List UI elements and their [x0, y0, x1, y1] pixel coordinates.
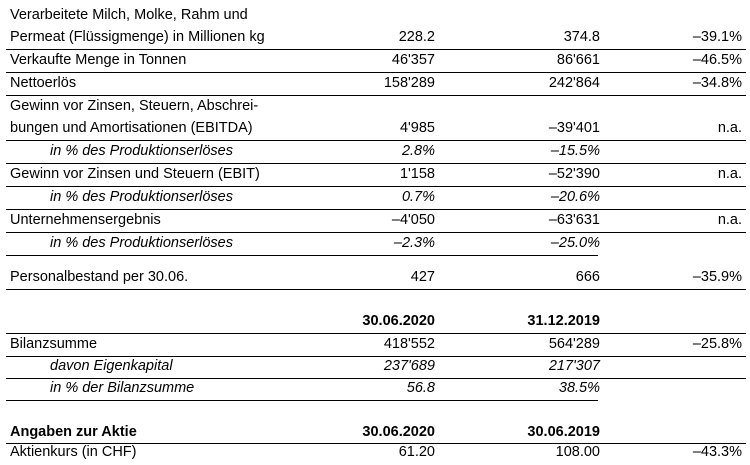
- row-label: bungen und Amortisationen (EBITDA): [10, 120, 253, 136]
- row-label: Verkaufte Menge in Tonnen: [10, 52, 187, 68]
- row-divider: [6, 163, 746, 164]
- value-2019: 38.5%: [558, 380, 600, 396]
- row-label: davon Eigenkapital: [50, 358, 173, 374]
- value-2020: 2.8%: [401, 143, 435, 159]
- value-2020: 56.8: [406, 380, 435, 396]
- table-row: [0, 74, 750, 96]
- value-2019: –20.6%: [550, 189, 600, 205]
- row-divider: [6, 186, 746, 187]
- value-2019: –63'631: [548, 212, 600, 228]
- row-label: Gewinn vor Zinsen und Steuern (EBIT): [10, 166, 260, 182]
- row-label: in % des Produktionserlöses: [50, 143, 233, 159]
- value-2020: 1'158: [399, 166, 435, 182]
- value-2020: 61.20: [398, 444, 435, 460]
- row-divider: [6, 140, 746, 141]
- row-divider: [6, 333, 746, 334]
- row-label: Bilanzsumme: [10, 336, 98, 352]
- table-row: [0, 51, 750, 73]
- row-label: in % des Produktionserlöses: [50, 235, 233, 251]
- value-2019: 86'661: [556, 52, 600, 68]
- row-divider: [6, 255, 598, 256]
- value-2019: 564'289: [548, 336, 600, 352]
- row-divider: [6, 289, 746, 290]
- row-label: Nettoerlös: [10, 75, 77, 91]
- table-row: [0, 379, 750, 401]
- value-2020: 228.2: [398, 29, 435, 45]
- value-2020: 418'552: [383, 336, 435, 352]
- value-2020: 0.7%: [401, 189, 435, 205]
- row-divider: [6, 95, 746, 96]
- table-row: [0, 211, 750, 233]
- value-2019: 242'864: [548, 75, 600, 91]
- change-value: –39.1%: [692, 29, 742, 45]
- table-row: [0, 97, 750, 119]
- value-2020: –4'050: [391, 212, 435, 228]
- table-row: [0, 443, 750, 465]
- row-label: Aktienkurs (in CHF): [10, 444, 137, 460]
- table-row: [0, 234, 750, 256]
- change-value: –35.9%: [692, 269, 742, 285]
- balance-header-row: [0, 312, 750, 334]
- change-value: n.a.: [717, 166, 742, 182]
- value-2020: 4'985: [399, 120, 435, 136]
- table-row: [0, 119, 750, 141]
- change-value: –46.5%: [692, 52, 742, 68]
- row-divider: [6, 209, 746, 210]
- table-row: [0, 335, 750, 357]
- row-divider: [6, 232, 746, 233]
- value-2020: –2.3%: [393, 235, 435, 251]
- table-row: [0, 6, 750, 28]
- table-row: [0, 357, 750, 379]
- row-label: Unternehmensergebnis: [10, 212, 161, 228]
- share-date-1: 30.06.2020: [362, 424, 435, 440]
- table-row: [0, 268, 750, 290]
- value-2019: 666: [575, 269, 600, 285]
- value-2020: 158'289: [383, 75, 435, 91]
- row-label: Verarbeitete Milch, Molke, Rahm und: [10, 7, 248, 23]
- value-2019: –15.5%: [550, 143, 600, 159]
- change-value: –43.3%: [692, 444, 742, 460]
- table-row: [0, 28, 750, 50]
- row-divider: [6, 72, 746, 73]
- row-label: in % der Bilanzsumme: [50, 380, 195, 396]
- change-value: –25.8%: [692, 336, 742, 352]
- share-section-title: Angaben zur Aktie: [10, 424, 137, 440]
- balance-date-1: 30.06.2020: [362, 313, 435, 329]
- table-row: [0, 188, 750, 210]
- row-divider: [6, 49, 746, 50]
- value-2019: 217'307: [548, 358, 600, 374]
- value-2019: –25.0%: [550, 235, 600, 251]
- value-2019: –39'401: [548, 120, 600, 136]
- table-row: [0, 165, 750, 187]
- row-label: in % des Produktionserlöses: [50, 189, 233, 205]
- change-value: n.a.: [717, 212, 742, 228]
- row-label: Personalbestand per 30.06.: [10, 269, 189, 285]
- row-label: Gewinn vor Zinsen, Steuern, Abschrei-: [10, 98, 259, 114]
- table-row: [0, 142, 750, 164]
- share-header-row: [0, 423, 750, 445]
- value-2020: 427: [410, 269, 435, 285]
- change-value: –34.8%: [692, 75, 742, 91]
- value-2020: 46'357: [391, 52, 435, 68]
- value-2019: –52'390: [548, 166, 600, 182]
- share-date-2: 30.06.2019: [527, 424, 600, 440]
- balance-date-2: 31.12.2019: [527, 313, 600, 329]
- value-2020: 237'689: [383, 358, 435, 374]
- row-divider: [6, 400, 598, 401]
- row-label: Permeat (Flüssigmenge) in Millionen kg: [10, 29, 265, 45]
- change-value: n.a.: [717, 120, 742, 136]
- value-2019: 108.00: [555, 444, 600, 460]
- value-2019: 374.8: [563, 29, 600, 45]
